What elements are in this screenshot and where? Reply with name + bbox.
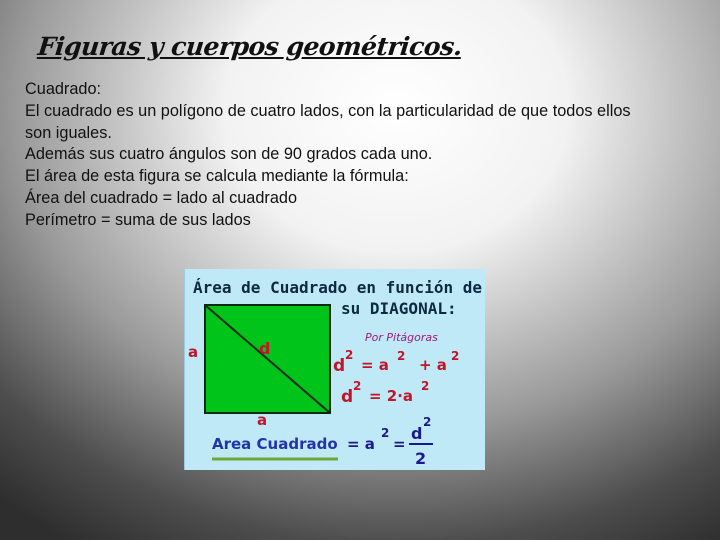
area-exp: 2 [381, 426, 390, 440]
body-line: son iguales. [25, 123, 112, 142]
square-diagonal-figure [184, 269, 485, 470]
equation-1 [333, 348, 459, 376]
fraction-numerator: d [411, 424, 423, 443]
eq1-exp3: 2 [451, 349, 460, 363]
body-line: Cuadrado: [25, 80, 102, 98]
fraction-denominator: 2 [415, 449, 427, 468]
diagonal-label-d: d [259, 339, 271, 358]
figure-heading-line1: Área de Cuadrado en función de [193, 278, 482, 297]
bottom-label-a: a [257, 411, 268, 429]
figure-heading-line2: su DIAGONAL: [341, 299, 457, 318]
eq1-plus: + a [419, 356, 447, 374]
figure-canvas [185, 269, 485, 470]
area-eq: = a [347, 435, 375, 453]
area-eq2: = [393, 435, 406, 453]
eq2-rhs: = 2·a [369, 387, 414, 405]
body-line: El área de esta figura se calcula mediante la fórmula: [25, 167, 409, 186]
body-line: El cuadrado es un polígono de cuatro lados, con la particularidad de que todos ellos [25, 101, 631, 120]
area-label: Area Cuadrado [212, 435, 338, 453]
eq1-exp2: 2 [397, 349, 406, 363]
side-label-a: a [188, 343, 199, 361]
eq1-mid: = a [361, 356, 389, 374]
eq2-exp1: 2 [353, 379, 362, 393]
equation-2 [341, 379, 429, 407]
fraction-numerator-exp: 2 [423, 415, 432, 429]
body-line: Además sus cuatro ángulos son de 90 grados cada uno. [25, 145, 433, 164]
body-line: Área del cuadrado = lado al cuadrado [25, 188, 298, 207]
eq2-exp2: 2 [421, 379, 430, 393]
body-line: Perímetro = suma de sus lados [25, 210, 251, 229]
eq1-exp1: 2 [345, 348, 354, 362]
area-formula [212, 415, 433, 468]
eq1-lhs: d [333, 356, 346, 376]
eq2-lhs: d [341, 387, 354, 407]
slide-title: Figuras y cuerpos geométricos. [36, 32, 464, 61]
pythagoras-subtitle: Por Pitágoras [365, 331, 438, 344]
slide-body [25, 79, 715, 232]
